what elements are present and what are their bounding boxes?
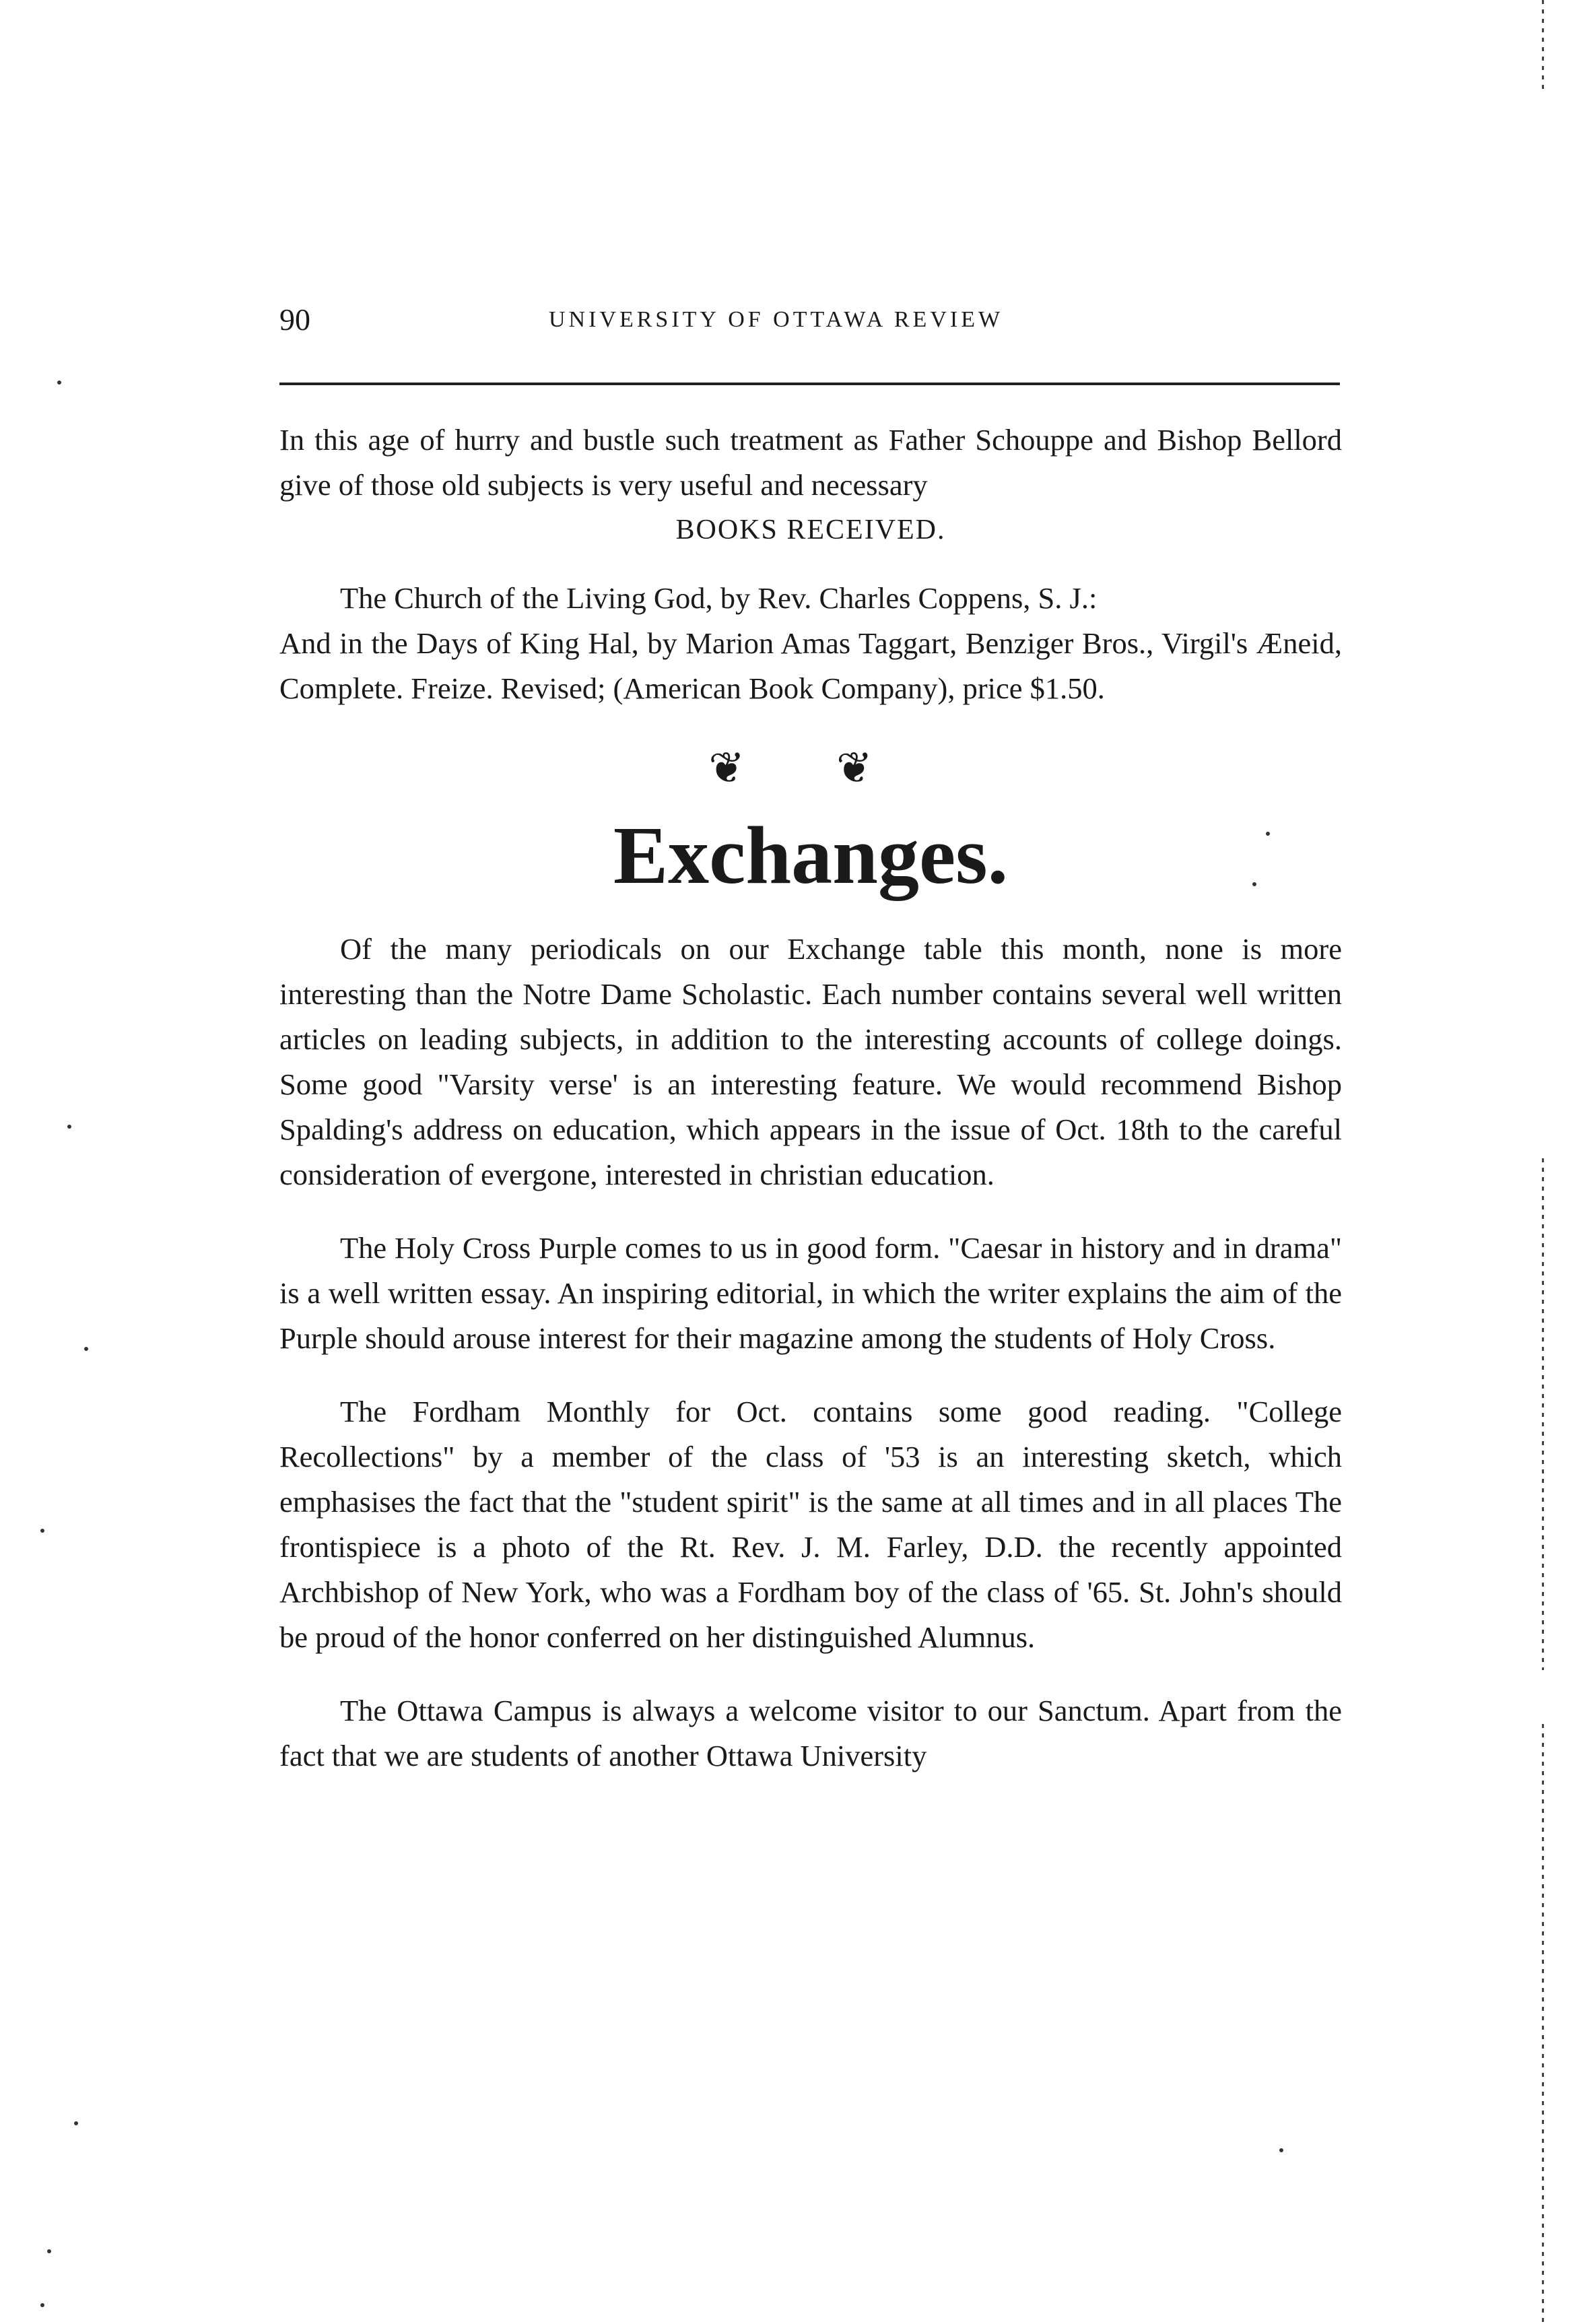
ornament-divider: ❦ ❦ — [708, 744, 913, 792]
running-title: UNIVERSITY OF OTTAWA REVIEW — [549, 307, 1004, 332]
exchanges-paragraph-4: The Ottawa Campus is always a welcome visitor to our Sanctum. Apart from the fact that we are students of another Ottawa University — [279, 1694, 1342, 1772]
scan-edge-top — [1542, 0, 1544, 94]
books-received-heading: BOOKS RECEIVED. — [675, 514, 946, 545]
scan-edge-bottom — [1542, 1724, 1544, 2324]
exchanges-paragraph-2: The Holy Cross Purple comes to us in good form. "Caesar in history and in drama" is a well written essay. An inspiring editorial, in which the writer explains the aim of the Purple should arouse interest for their magazine among the students of Holy Cross. — [279, 1231, 1342, 1355]
page-header — [279, 296, 1343, 343]
exchanges-paragraph-1: Of the many periodicals on our Exchange table this month, none is more interesting than the Notre Dame Scholastic. Each number contains several well written articles on leading subjects, in addition to the interesting accounts of college doings. Some good "Varsity verse' is an interesting feature. We would recommend Bishop Spalding's address on education, which appears in the issue of Oct. 18th to the careful consideration of evergone, interested in christian education. — [279, 932, 1342, 1191]
page-number: 90 — [279, 302, 310, 337]
books-received-text: And in the Days of King Hal, by Marion Amas Taggart, Benziger Bros., Virgil's Æneid, Complete. Freize. Revised; (American Book Company), price $1.50. — [279, 626, 1342, 705]
page-body — [279, 418, 1342, 1779]
exchanges-heading: Exchanges. — [613, 810, 1009, 901]
scan-edge-mid — [1542, 1158, 1544, 1670]
exchanges-paragraph-3: The Fordham Monthly for Oct. contains some good reading. "College Recollections" by a member of the class of '53 is an interesting sketch, which emphasises the fact that the "student spirit" is the same at all times and in all places The frontispiece is a photo of the Rt. Rev. J. M. Farley, D.D. the recently appointed Archbishop of New York, who was a Fordham boy of the class of '65. St. John's should be proud of the honor conferred on her distinguished Alumnus. — [279, 1395, 1342, 1654]
intro-paragraph: In this age of hurry and bustle such treatment as Father Schouppe and Bishop Bellord give of those old subjects is very useful and necessary — [279, 423, 1342, 502]
header-rule — [279, 383, 1340, 385]
books-received-line1: The Church of the Living God, by Rev. Charles Coppens, S. J.: — [340, 581, 1098, 615]
